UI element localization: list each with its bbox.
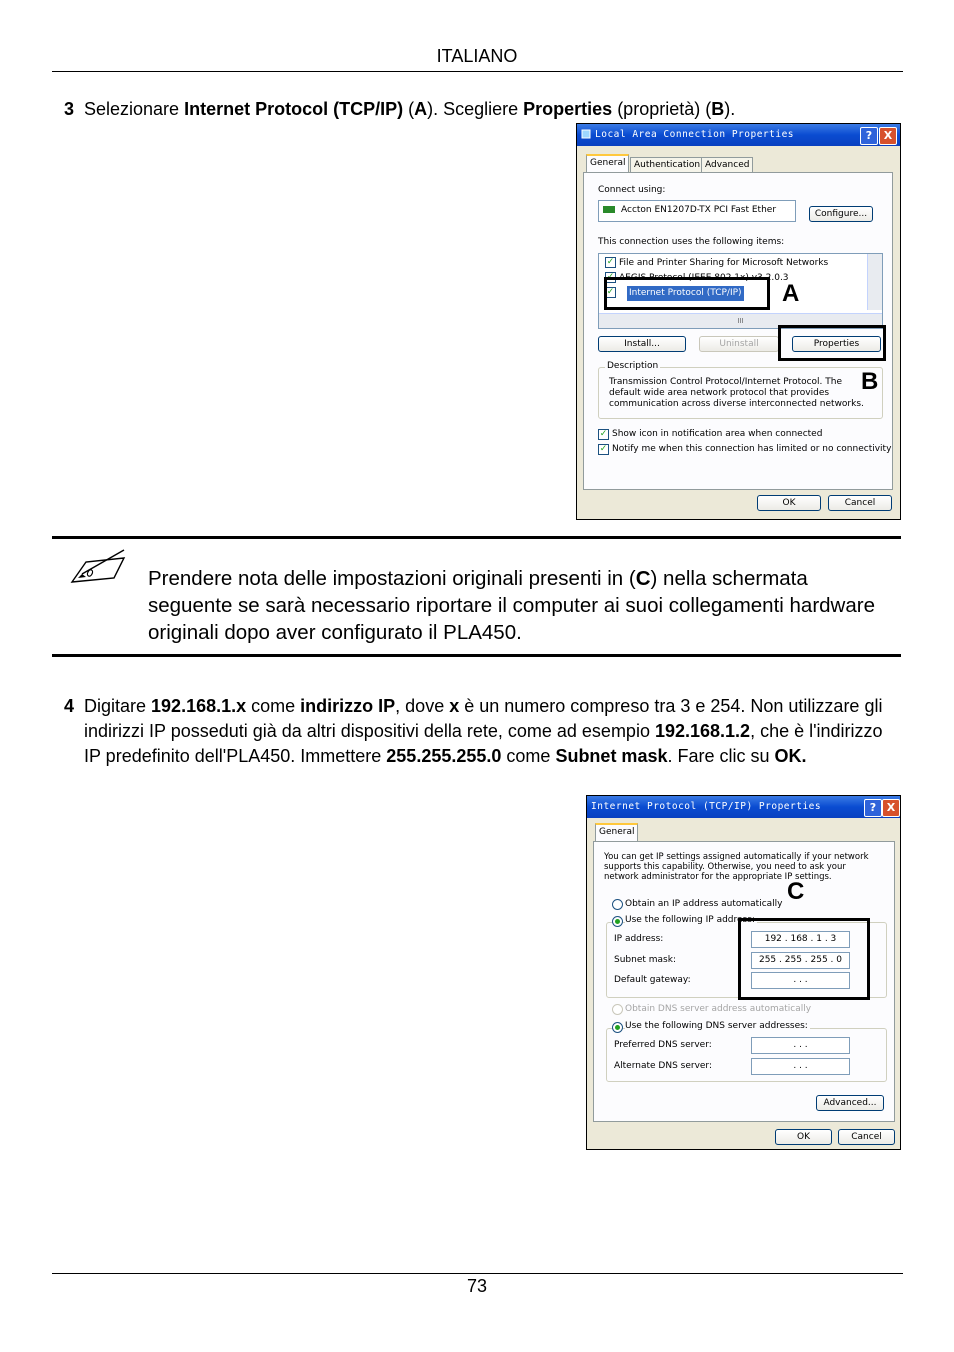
install-button[interactable]: Install... (598, 336, 686, 352)
note-text: Prendere nota delle impostazioni originali presenti in (C) nella schermata seguente se sarà necessario riportare il computer ai suoi collegamenti hardware originali dopo aver configurato il PLA450. (148, 567, 875, 644)
help-button[interactable]: ? (860, 127, 878, 145)
items-label: This connection uses the following items: (598, 237, 785, 247)
dialog-title: Internet Protocol (TCP/IP) Properties (591, 801, 822, 812)
help-button[interactable]: ? (864, 799, 882, 817)
intro-text: You can get IP settings assigned automatically if your network supports this capability. Otherwise, you need to ask your network administrator for the appropriate IP settings. (604, 852, 869, 882)
use-ip-radio[interactable] (612, 916, 623, 927)
item-checkbox[interactable]: ✓ (606, 287, 615, 297)
ok-button[interactable]: OK (775, 1129, 832, 1145)
use-dns-label: Use the following DNS server addresses: (625, 1021, 808, 1031)
use-ip-label: Use the following IP address: (625, 915, 755, 925)
obtain-ip-label: Obtain an IP address automatically (625, 899, 783, 909)
vertical-scrollbar[interactable] (867, 254, 882, 310)
description-label: Description (607, 361, 659, 371)
title-bar[interactable] (587, 796, 900, 818)
preferred-dns-field[interactable]: . . . (751, 1037, 850, 1054)
horizontal-scrollbar[interactable]: III (599, 313, 882, 328)
alternate-dns-field[interactable]: . . . (751, 1058, 850, 1075)
ip-address-label: IP address: (614, 934, 664, 944)
network-card-icon (603, 206, 615, 213)
highlight-box-b (778, 325, 886, 361)
step-text: Digitare 192.168.1.x come indirizzo IP, dove x è un numero compreso tra 3 e 254. Non utilizzare gli indirizzi IP posseduti già da altri dispositivi della rete, come ad esempio 192.168.1.2, che è l'indirizzo IP predefinito dell'PLA450. Immettere 255.255.255.0 come Subnet mask. Fare clic su OK. (84, 696, 883, 766)
properties-button[interactable]: Properties (792, 336, 881, 352)
dialog-title: Local Area Connection Properties (595, 129, 795, 140)
item-checkbox[interactable]: ✓ (606, 257, 615, 267)
callout-c: C (787, 878, 805, 905)
uninstall-button: Uninstall (699, 336, 779, 352)
default-gateway-field[interactable]: . . . (751, 972, 850, 989)
connect-using-label: Connect using: (598, 185, 666, 195)
title-bar[interactable] (577, 124, 900, 146)
page-header: ITALIANO (436, 46, 518, 66)
show-icon-label: Show icon in notification area when connected (612, 429, 823, 439)
notify-checkbox[interactable]: ✓ (599, 444, 608, 454)
ok-button[interactable]: OK (757, 495, 821, 511)
footer-rule (52, 1273, 903, 1274)
step-3 (64, 97, 894, 122)
lan-properties-dialog (576, 123, 901, 520)
use-dns-radio[interactable] (612, 1022, 623, 1033)
obtain-dns-radio (612, 1004, 623, 1015)
subnet-mask-label: Subnet mask: (614, 955, 676, 965)
header-rule (52, 71, 903, 72)
item-checkbox[interactable]: ✓ (606, 272, 615, 282)
ip-address-field[interactable]: 192 . 168 . 1 . 3 (751, 931, 850, 948)
adapter-field: Accton EN1207D-TX PCI Fast Ether (598, 200, 796, 222)
tab-general[interactable]: General (586, 154, 629, 173)
advanced-button[interactable]: Advanced... (816, 1095, 884, 1111)
obtain-ip-radio[interactable] (612, 899, 623, 910)
default-gateway-label: Default gateway: (614, 975, 691, 985)
step-4 (64, 694, 899, 769)
highlight-box-a (604, 277, 770, 310)
callout-a: A (782, 280, 800, 307)
step-number: 3 (64, 99, 75, 119)
network-connection-icon (581, 129, 591, 139)
cancel-button[interactable]: Cancel (828, 495, 892, 511)
list-item-selected[interactable]: Internet Protocol (TCP/IP) (627, 286, 744, 301)
callout-b: B (861, 368, 879, 395)
list-item[interactable]: AEGIS Protocol (IEEE 802.1x) v3.2.0.3 (619, 273, 789, 283)
highlight-box-c (738, 918, 870, 1000)
close-button[interactable]: X (882, 799, 900, 817)
step-text: Selezionare Internet Protocol (TCP/IP) (A). Scegliere Properties (proprietà) (B). (84, 99, 736, 119)
close-button[interactable]: X (879, 127, 897, 145)
alternate-dns-label: Alternate DNS server: (614, 1061, 713, 1071)
tab-general[interactable]: General (595, 823, 638, 842)
subnet-mask-field[interactable]: 255 . 255 . 255 . 0 (751, 952, 850, 969)
tab-advanced[interactable]: Advanced (701, 157, 753, 173)
note-top-rule (52, 536, 901, 539)
tab-authentication[interactable]: Authentication (630, 157, 704, 173)
configure-button[interactable]: Configure... (809, 206, 873, 222)
notify-label: Notify me when this connection has limited or no connectivity (612, 444, 892, 454)
description-group (598, 361, 883, 419)
step-number: 4 (64, 696, 75, 716)
note-pencil-icon (68, 548, 130, 588)
obtain-dns-label: Obtain DNS server address automatically (625, 1004, 812, 1014)
cancel-button[interactable]: Cancel (838, 1129, 895, 1145)
show-icon-checkbox[interactable]: ✓ (599, 429, 608, 439)
list-item[interactable]: File and Printer Sharing for Microsoft Networks (619, 258, 829, 268)
preferred-dns-label: Preferred DNS server: (614, 1040, 712, 1050)
description-text: Transmission Control Protocol/Internet Protocol. The default wide area network protocol that provides communication across diverse interconnected networks. (609, 377, 864, 409)
page-number: 73 (466, 1276, 488, 1296)
note-bottom-rule (52, 654, 901, 657)
